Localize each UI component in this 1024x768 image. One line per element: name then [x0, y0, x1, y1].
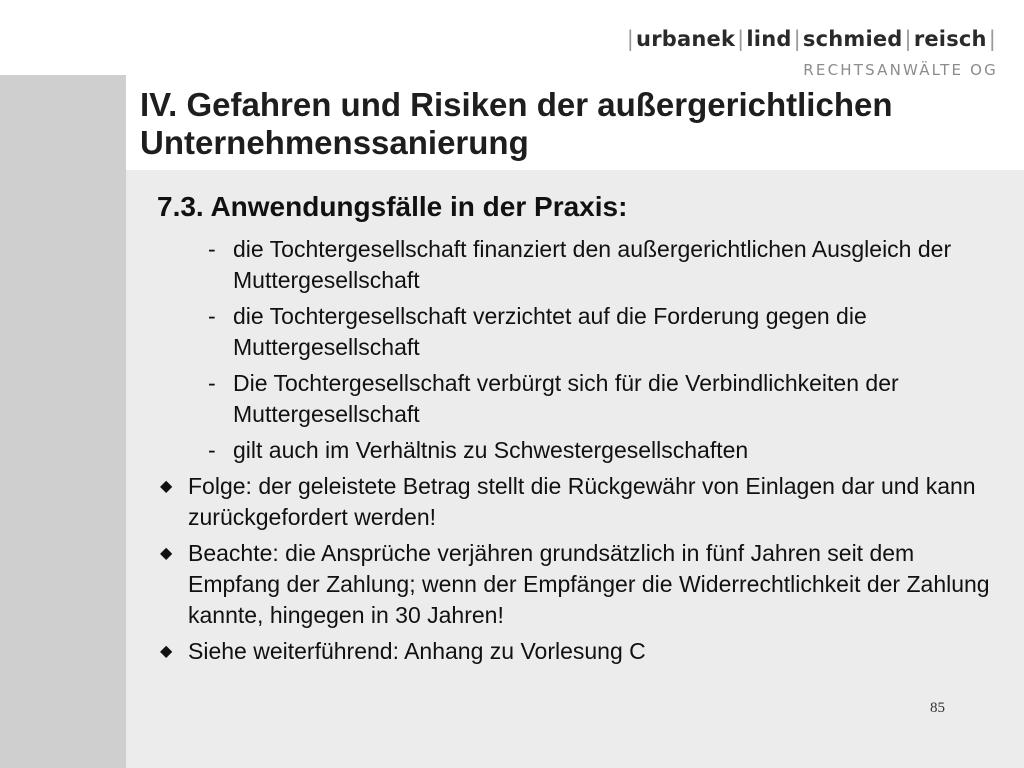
dash-marker: -	[208, 437, 216, 463]
page-number: 85	[930, 700, 945, 716]
dash-item-text: Die Tochtergesellschaft verbürgt sich für die Verbindlichkeiten der Muttergesellschaft	[233, 370, 899, 427]
dash-marker: -	[208, 236, 216, 262]
dash-item-text: gilt auch im Verhältnis zu Schwestergesellschaften	[233, 437, 749, 463]
dash-list-item	[208, 435, 1014, 466]
firm-logo	[625, 27, 998, 79]
dash-item-text: die Tochtergesellschaft verzichtet auf die Forderung gegen die Muttergesellschaft	[233, 303, 867, 360]
dash-item-text: die Tochtergesellschaft finanziert den außergerichtlichen Ausgleich der Muttergesellschaft	[233, 236, 952, 293]
diamond-bullet-icon: ◆	[160, 643, 173, 660]
logo-separator: |	[737, 27, 745, 51]
bullet-item-text: Beachte: die Ansprüche verjähren grundsätzlich in fünf Jahren seit dem Empfang der Zahlung; wenn der Empfänger die Widerrechtlichkeit der Zahlung kannte, hingegen in 30 Jahren!	[188, 540, 990, 628]
logo-separator: |	[626, 27, 635, 51]
bullet-list-item	[160, 636, 990, 667]
slide-title: IV. Gefahren und Risiken der außergerichtlichen Unternehmenssanierung	[140, 86, 893, 161]
logo-separator: |	[904, 27, 912, 51]
logo-name-urbanek: urbanek	[636, 27, 736, 51]
bullet-item-text: Siehe weiterführend: Anhang zu Vorlesung C	[188, 638, 646, 664]
bullet-item-text: Folge: der geleistete Betrag stellt die Rückgewähr von Einlagen dar und kann zurückgefordert werden!	[188, 473, 976, 530]
logo-separator: |	[988, 27, 996, 51]
logo-name-lind: lind	[746, 27, 792, 51]
logo-name-schmied: schmied	[802, 27, 903, 51]
logo-subtitle: RECHTSANWÄLTE OG	[803, 61, 998, 79]
bullet-list-item	[160, 471, 990, 533]
bullet-list-item	[160, 538, 990, 631]
dash-list-item	[208, 301, 1014, 363]
dash-marker: -	[208, 370, 216, 396]
logo-names	[625, 27, 998, 51]
diamond-bullet-icon: ◆	[160, 545, 173, 562]
logo-name-reisch: reisch	[913, 27, 987, 51]
diamond-bullet-icon: ◆	[160, 478, 173, 495]
section-heading: 7.3. Anwendungsfälle in der Praxis:	[157, 191, 628, 222]
dash-list-item	[208, 368, 1014, 430]
slide-body	[0, 234, 1024, 672]
dash-list-item	[208, 234, 1014, 296]
dash-marker: -	[208, 303, 216, 329]
logo-separator: |	[793, 27, 801, 51]
